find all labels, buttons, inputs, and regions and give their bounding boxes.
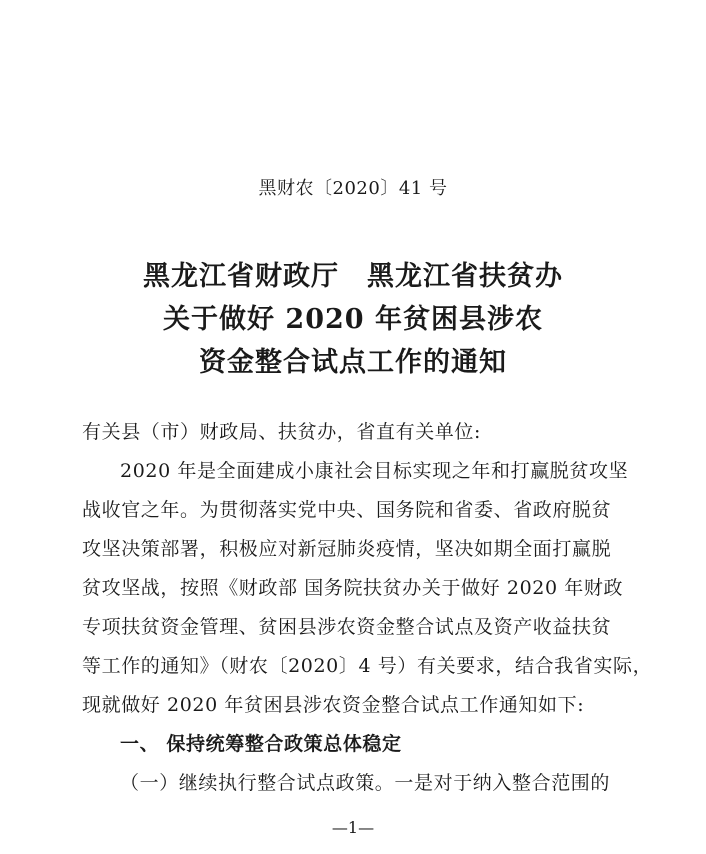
body-text-line: 现就做好 2020 年贫困县涉农资金整合试点工作通知如下: [82,694,585,716]
section-heading: 一、 保持统筹整合政策总体稳定 [120,733,402,755]
body-text-line: 贫攻坚战，按照《财政部 国务院扶贫办关于做好 2020 年财政 [82,577,624,599]
document-body [82,413,653,803]
body-text-line: （一）继续执行整合试点政策。一是对于纳入整合范围的 [120,772,611,794]
document-title [0,255,706,384]
body-text-line: 战收官之年。为贯彻落实党中央、国务院和省委、省政府脱贫 [82,499,612,521]
title-line: 关于做好 2020 年贫困县涉农 [163,304,543,335]
body-text-line: 等工作的通知》（财农〔2020〕4 号）有关要求，结合我省实际， [82,655,653,677]
body-text-line: 2020 年是全面建成小康社会目标实现之年和打赢脱贫攻坚 [120,460,629,482]
title-line: 黑龙江省财政厅 黑龙江省扶贫办 [143,261,563,292]
body-text-line: 攻坚决策部署，积极应对新冠肺炎疫情，坚决如期全面打赢脱 [82,538,612,560]
page-number: —1— [331,818,375,837]
salutation: 有关县（市）财政局、扶贫办，省直有关单位: [82,421,482,443]
document-number: 黑财农〔2020〕41 号 [258,178,448,199]
body-text-line: 专项扶贫资金管理、贫困县涉农资金整合试点及资产收益扶贫 [82,616,612,638]
title-line: 资金整合试点工作的通知 [199,347,507,378]
